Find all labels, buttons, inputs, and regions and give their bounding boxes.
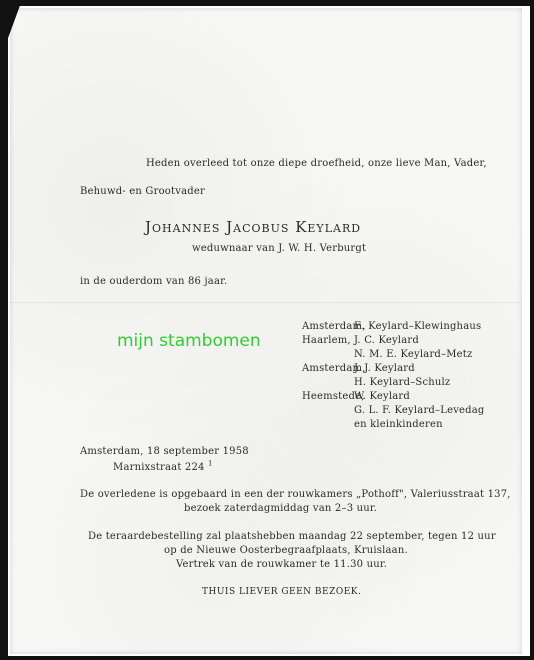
viewing-line: De overledene is opgebaard in een der rouwkamers „Pothoff", Valeriusstraat 137, <box>80 489 511 500</box>
street: Marnixstraat 224 <box>113 462 205 473</box>
family-member: G. L. F. Keylard–Levedag <box>354 405 485 416</box>
address-superscript: 1 <box>208 459 213 468</box>
scan-corner-shadow <box>0 0 22 60</box>
opening-line-2: Behuwd- en Grootvader <box>80 186 205 197</box>
family-place: Haarlem, <box>302 335 351 346</box>
age-line: in de ouderdom van 86 jaar. <box>80 276 228 287</box>
family-member: W. Keylard <box>354 391 410 402</box>
funeral-line: De teraardebestelling zal plaatshebben maandag 22 september, tegen 12 uur <box>88 531 496 542</box>
deceased-name: Johannes Jacobus Keylard <box>145 218 362 236</box>
scan-border-left <box>0 0 8 660</box>
family-member: J. J. Keylard <box>354 363 415 374</box>
visiting-hours: bezoek zaterdagmiddag van 2–3 uur. <box>184 503 378 514</box>
scan-border-bottom <box>0 656 534 660</box>
family-place: Amsterdam, <box>302 363 366 374</box>
family-member: N. M. E. Keylard–Metz <box>354 349 473 360</box>
family-place: Amsterdam, <box>302 321 366 332</box>
home-address <box>113 459 213 474</box>
scan-border-top <box>0 0 534 6</box>
family-place: Heemstede, <box>302 391 365 402</box>
opening-line-1: Heden overleed tot onze diepe droefheid, onze lieve Man, Vader, <box>146 158 487 169</box>
scan-border-right <box>530 0 534 660</box>
fold-line <box>10 302 522 303</box>
place-date: Amsterdam, 18 september 1958 <box>80 446 249 457</box>
family-member: J. C. Keylard <box>354 335 419 346</box>
family-member: H. Keylard–Schulz <box>354 377 451 388</box>
closing-note: THUIS LIEVER GEEN BEZOEK. <box>202 587 362 597</box>
family-member: en kleinkinderen <box>354 419 443 430</box>
watermark: mijn stambomen <box>117 331 261 351</box>
departure-line: Vertrek van de rouwkamer te 11.30 uur. <box>176 559 388 570</box>
family-member: E. Keylard–Klewinghaus <box>354 321 482 332</box>
widower-line: weduwnaar van J. W. H. Verburgt <box>192 243 367 254</box>
cemetery-line: op de Nieuwe Oosterbegraafplaats, Kruislaan. <box>164 545 408 556</box>
